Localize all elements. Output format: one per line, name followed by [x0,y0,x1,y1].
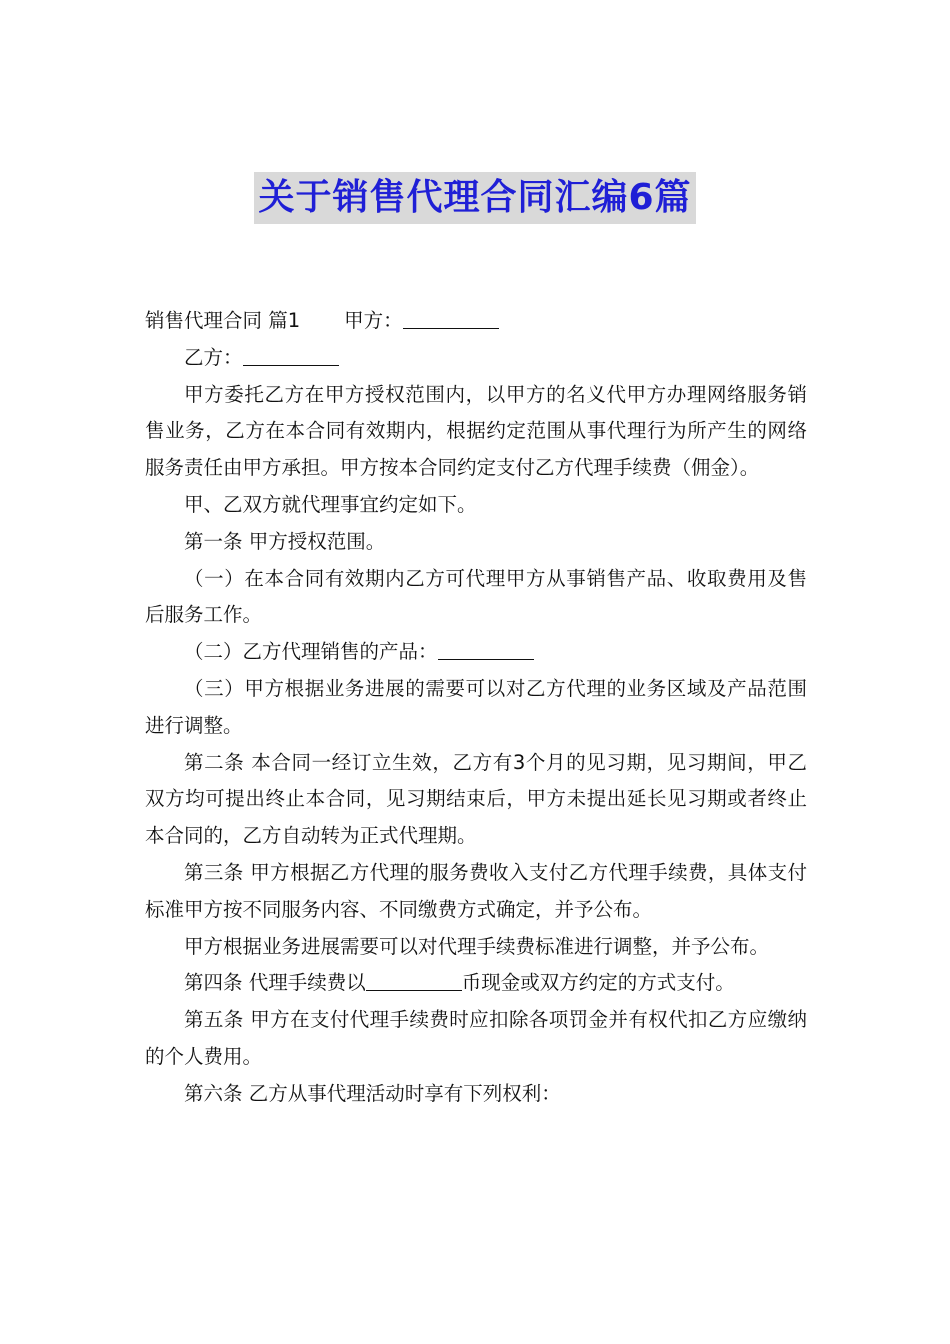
article-1-item-2 [145,634,807,671]
party-b-blank [243,343,339,366]
article-4 [145,965,807,1002]
article-5: 第五条 甲方在支付代理手续费时应扣除各项罚金并有权代扣乙方应缴纳的个人费用。 [145,1008,807,1068]
article-1-item-3: （三）甲方根据业务进展的需要可以对乙方代理的业务区域及产品范围进行调整。 [145,676,807,737]
party-b-label: 乙方： [184,345,243,369]
article-3: 第三条 甲方根据乙方代理的服务费收入支付乙方代理手续费，具体支付标准甲方按不同服务内容、不同缴费方式确定，并予公布。 [145,860,807,921]
party-b-line [145,340,807,377]
article-1-item-1: （一）在本合同有效期内乙方可代理甲方从事销售产品、收取费用及售后服务工作。 [145,566,807,627]
article-6: 第六条 乙方从事代理活动时享有下列权利： [184,1081,561,1105]
article-4-after: 币现金或双方约定的方式支付。 [461,971,735,995]
party-a-label: 甲方： [344,309,403,332]
paragraph-intro: 甲方委托乙方在甲方授权范围内，以甲方的名义代甲方办理网络服务销售业务，乙方在本合同有效期内，根据约定范围从事代理行为所产生的网络服务责任由甲方承担。甲方按本合同约定支付乙方代理手续费（佣金）。 [145,382,807,480]
title-container [0,172,950,224]
header-line [145,303,807,340]
article-1-heading: 第一条 甲方授权范围。 [184,529,386,553]
section-label: 销售代理合同 篇1 [145,309,301,332]
article-3-adjustment: 甲方根据业务进展需要可以对代理手续费标准进行调整，并予公布。 [184,934,770,958]
party-a-blank [403,306,499,329]
article-2: 第二条 本合同一经订立生效，乙方有3个月的见习期，见习期间，甲乙双方均可提出终止本合同，见习期结束后，甲方未提出延长见习期或者终止本合同的，乙方自动转为正式代理期。 [145,750,807,848]
item-2-label: （二）乙方代理销售的产品： [184,640,438,664]
paragraph-agreement: 甲、乙双方就代理事宜约定如下。 [184,492,477,516]
article-4-before: 第四条 代理手续费以 [184,971,366,995]
document-body [145,303,807,1113]
currency-blank [366,968,462,991]
document-title: 关于销售代理合同汇编6篇 [254,172,695,224]
product-blank [438,637,534,660]
